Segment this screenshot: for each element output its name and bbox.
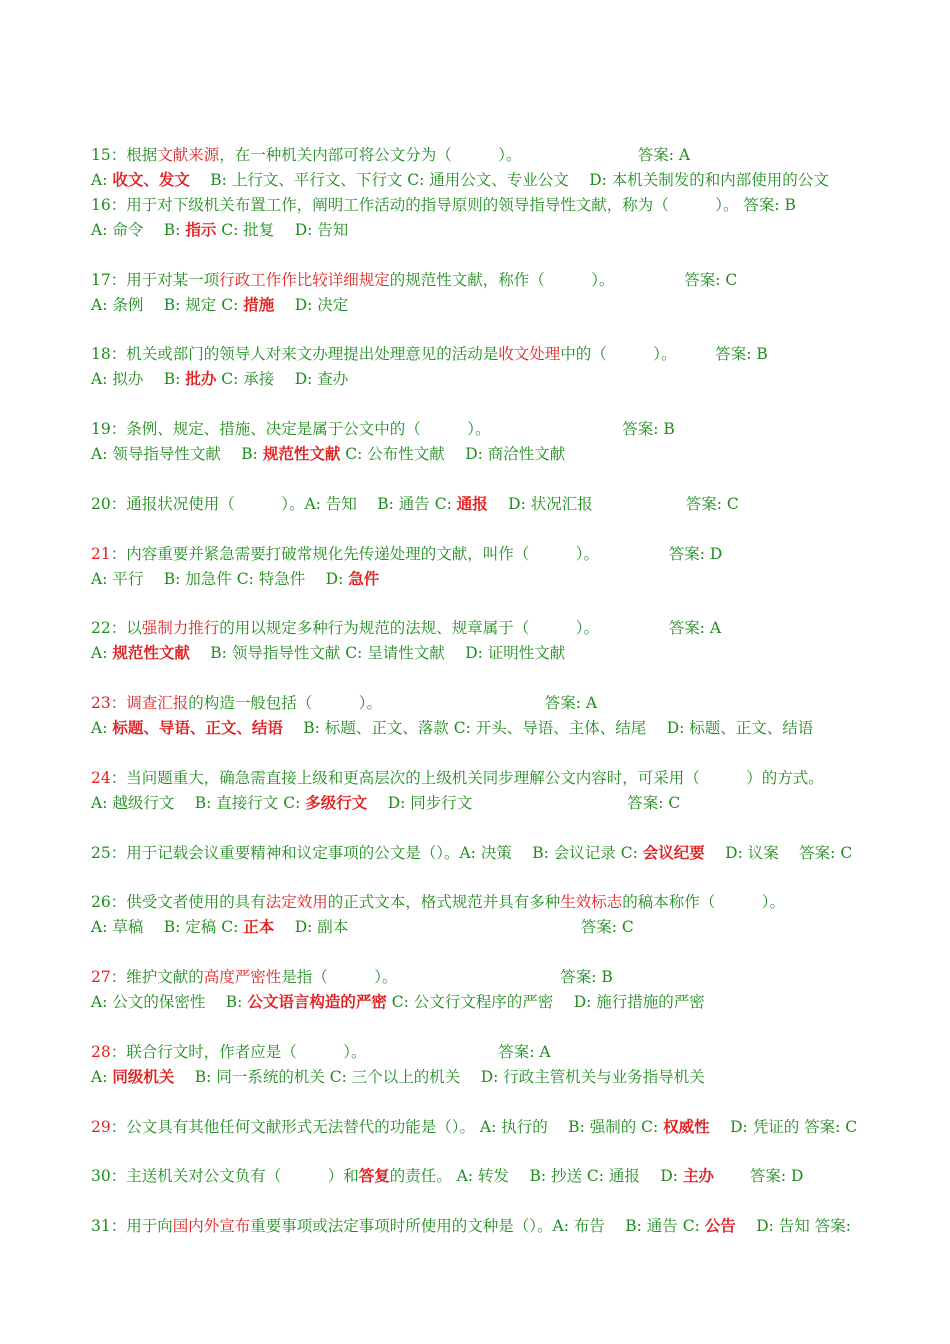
- highlighted-text: 收文处理: [498, 345, 561, 363]
- text-segment: A: 拟办 B:: [91, 370, 186, 388]
- text-segment: 的正式文本，格式规范并具有多种: [327, 893, 561, 911]
- text-segment: 16：用于对下级机关布置工作，阐明工作活动的指导原则的领导指导性文献，称为（ ）。 答案: B: [91, 196, 796, 214]
- answer-options-line: [91, 917, 634, 937]
- answer-options-line: [91, 569, 379, 589]
- text-segment: A:: [91, 644, 113, 662]
- text-segment: 的规范性文献，称作（ ）。 答案: C: [389, 271, 738, 289]
- highlighted-text: 同级机关: [112, 1067, 175, 1086]
- question-line: [91, 843, 852, 863]
- text-segment: 15：根据: [91, 146, 158, 164]
- text-segment: 重要事项或法定事项时所使用的文种是（）。A: 布告 B: 通告 C:: [250, 1217, 705, 1235]
- highlighted-text: 27: [91, 968, 111, 986]
- highlighted-text: 高度严密性: [203, 968, 282, 986]
- text-segment: 25：用于记载会议重要精神和议定事项的公文是（）。A: 决策 B: 会议记录 C:: [91, 844, 643, 862]
- answer-options-line: [91, 369, 348, 389]
- text-segment: 26：供受文者使用的具有: [91, 893, 266, 911]
- highlighted-text: 正本: [243, 917, 275, 936]
- text-segment: 30：主送机关对公文负有（ ）和: [91, 1167, 359, 1185]
- highlighted-text: 会议纪要: [642, 843, 705, 862]
- text-segment: A:: [91, 719, 113, 737]
- text-segment: 的用以规定多种行为规范的法规、规章属于（ ）。 答案: A: [219, 619, 722, 637]
- question-line: [91, 967, 613, 987]
- highlighted-text: 公文语言构造的严密: [247, 992, 387, 1011]
- question-line: [91, 544, 722, 564]
- highlighted-text: 23: [91, 694, 111, 712]
- answer-options-line: [91, 444, 565, 464]
- answer-options-line: [91, 295, 348, 315]
- question-line: [91, 892, 785, 912]
- highlighted-text: 29: [91, 1118, 111, 1136]
- text-segment: B: 同一系统的机关 C: 三个以上的机关 D: 行政主管机关与业务指导机关: [174, 1068, 705, 1086]
- text-segment: A: 公文的保密性 B:: [91, 993, 248, 1011]
- text-segment: 20：通报状况使用（ ）。A: 告知 B: 通告 C:: [91, 495, 457, 513]
- highlighted-text: 国内外宣布: [172, 1217, 251, 1235]
- text-segment: D: 决定: [274, 296, 349, 314]
- text-segment: 19：条例、规定、措施、决定是属于公文中的（ ）。 答案: B: [91, 420, 675, 438]
- text-segment: D: 状况汇报 答案: C: [487, 495, 739, 513]
- highlighted-text: 指示: [185, 220, 217, 239]
- text-segment: A:: [91, 1068, 113, 1086]
- text-segment: A: 领导指导性文献 B:: [91, 445, 263, 463]
- highlighted-text: 多级行文: [305, 793, 368, 812]
- text-segment: ：联合行文时，作者应是（ ）。 答案: A: [110, 1043, 551, 1061]
- text-segment: A: 命令 B:: [91, 221, 186, 239]
- text-segment: 的稿本称作（ ）。: [622, 893, 786, 911]
- highlighted-text: 生效标志: [560, 893, 623, 911]
- text-segment: 17：用于对某一项: [91, 271, 220, 289]
- highlighted-text: 通报: [456, 494, 488, 513]
- question-line: [91, 1166, 803, 1186]
- text-segment: A: 条例 B: 规定 C:: [91, 296, 244, 314]
- highlighted-text: 批办: [185, 369, 217, 388]
- answer-options-line: [91, 1067, 705, 1087]
- text-segment: A: 草稿 B: 定稿 C:: [91, 918, 244, 936]
- text-segment: D: 告知 答案:: [735, 1217, 851, 1235]
- highlighted-text: 收文、发文: [112, 170, 190, 189]
- answer-options-line: [91, 643, 565, 663]
- text-segment: C: 公布性文献 D: 商洽性文献: [340, 445, 566, 463]
- question-line: [91, 195, 796, 215]
- answer-options-line: [91, 170, 829, 190]
- highlighted-text: 28: [91, 1043, 111, 1061]
- question-line: [91, 270, 737, 290]
- highlighted-text: 主办: [682, 1166, 714, 1185]
- highlighted-text: 权威性: [663, 1117, 710, 1136]
- answer-options-line: [91, 992, 705, 1012]
- text-segment: ：内容重要并紧急需要打破常规化先传递处理的文献，叫作（ ）。 答案: D: [110, 545, 723, 563]
- text-segment: 22：以: [91, 619, 142, 637]
- text-segment: A: 平行 B: 加急件 C: 特急件 D:: [91, 570, 349, 588]
- highlighted-text: 答复: [358, 1166, 390, 1185]
- highlighted-text: 标题、导语、正文、结语: [112, 718, 283, 737]
- question-line: [91, 1042, 551, 1062]
- text-segment: D: 凭证的 答案: C: [709, 1118, 858, 1136]
- text-segment: 答案: D: [713, 1167, 804, 1185]
- text-segment: ：维护文献的: [110, 968, 204, 986]
- text-segment: ，在一种机关内部可将公文分为（ ）。 答案: A: [219, 146, 691, 164]
- question-line: [91, 768, 824, 788]
- text-segment: 的责任。 A: 转发 B: 抄送 C: 通报 D:: [389, 1167, 683, 1185]
- answer-options-line: [91, 793, 680, 813]
- highlighted-text: 行政工作作比较详细规定: [219, 271, 390, 289]
- question-line: [91, 1117, 857, 1137]
- question-line: [91, 145, 690, 165]
- text-segment: ：当问题重大，确急需直接上级和更高层次的上级机关同步理解公文内容时，可采用（ ）的方式。: [110, 769, 824, 787]
- answer-options-line: [91, 220, 348, 240]
- highlighted-text: 公告: [704, 1216, 736, 1235]
- question-line: [91, 344, 768, 364]
- highlighted-text: 调查汇报: [126, 694, 189, 712]
- highlighted-text: 文献来源: [157, 146, 220, 164]
- question-line: [91, 1216, 851, 1236]
- text-segment: A:: [91, 171, 113, 189]
- highlighted-text: 规范性文献: [262, 444, 341, 463]
- text-segment: ：: [110, 694, 127, 712]
- highlighted-text: 急件: [348, 569, 380, 588]
- highlighted-text: 21: [91, 545, 111, 563]
- text-segment: 中的（ ）。 答案: B: [560, 345, 768, 363]
- text-segment: C: 批复 D: 告知: [216, 221, 349, 239]
- text-segment: C: 公文行文程序的严密 D: 施行措施的严密: [386, 993, 705, 1011]
- text-segment: 是指（ ）。 答案: B: [281, 968, 613, 986]
- text-segment: 18：机关或部门的领导人对来文办理提出处理意见的活动是: [91, 345, 499, 363]
- highlighted-text: 措施: [243, 295, 275, 314]
- text-segment: 31：用于向: [91, 1217, 173, 1235]
- highlighted-text: 法定效用: [265, 893, 328, 911]
- question-line: [91, 494, 739, 514]
- highlighted-text: 强制力推行: [141, 619, 220, 637]
- highlighted-text: 规范性文献: [112, 643, 190, 662]
- text-segment: ：公文具有其他任何文献形式无法替代的功能是（）。 A: 执行的 B: 强制的 C:: [110, 1118, 664, 1136]
- text-segment: B: 上行文、平行文、下行文 C: 通用公文、专业公文 D: 本机关制发的和内部使用的公文: [189, 171, 829, 189]
- question-line: [91, 693, 597, 713]
- text-segment: 的构造一般包括（ ）。 答案: A: [188, 694, 598, 712]
- text-segment: A: 越级行文 B: 直接行文 C:: [91, 794, 306, 812]
- question-line: [91, 618, 721, 638]
- text-segment: B: 领导指导性文献 C: 呈请性文献 D: 证明性文献: [189, 644, 566, 662]
- text-segment: B: 标题、正文、落款 C: 开头、导语、主体、结尾 D: 标题、正文、结语: [282, 719, 814, 737]
- highlighted-text: 24: [91, 769, 111, 787]
- text-segment: C: 承接 D: 查办: [216, 370, 349, 388]
- text-segment: D: 议案 答案: C: [704, 844, 853, 862]
- answer-options-line: [91, 718, 813, 738]
- text-segment: D: 副本 答案: C: [274, 918, 634, 936]
- question-line: [91, 419, 675, 439]
- text-segment: D: 同步行文 答案: C: [367, 794, 681, 812]
